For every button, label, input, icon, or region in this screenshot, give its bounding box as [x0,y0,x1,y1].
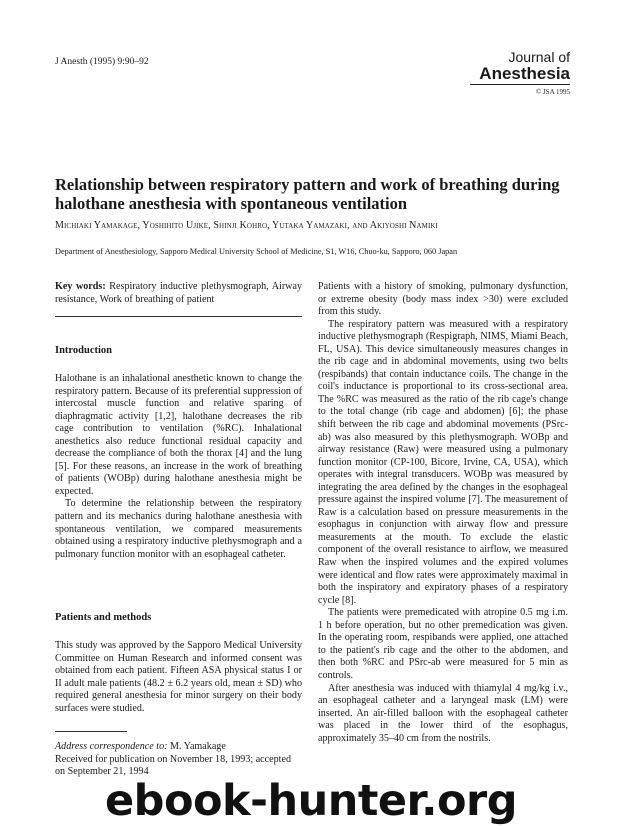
methods-section [55,612,302,625]
intro-paragraph-2: To determine the relationship between the respiratory pattern and its mechanics during halothane anesthesia with spontaneous ventilation, we compared measurements obtained using a respiratory inductive plethysmograph and a pulmonary function monitor with an esophageal catheter. [55,498,302,560]
right-paragraph-2: The patients were premedicated with atropine 0.5 mg i.m. 1 h before operation, but no other premedication was given. In the operating room, respibands were applied, one attached to the patient's rib cage and the other to the abdomen, and then both %RC and PSrc-ab were measured for 5 min as controls. [318,607,568,681]
journal-logo-line2: Anesthesia [479,64,570,83]
intro-heading: Introduction [55,345,112,356]
affiliation: Department of Anesthesiology, Sapporo Medical University School of Medicine, S1, W16, Chuo-ku, Sapporo, 060 Japan [55,247,458,256]
keywords-divider [55,316,302,317]
intro-body [55,373,302,561]
footnote [55,741,302,779]
watermark: ebook-hunter.org [105,776,517,826]
methods-heading: Patients and methods [55,612,152,623]
intro-section [55,345,302,358]
correspondence-name: M. Yamakage [170,741,226,752]
journal-logo-rule [470,84,570,85]
author-list: Michiaki Yamakage, Yoshihito Ujike, Shinji Kohro, Yutaka Yamazaki, and Akiyoshi Namiki [55,220,438,231]
article-title: Relationship between respiratory pattern and work of breathing during halothane anesthesia with spontaneous ventilation [55,175,560,213]
journal-citation: J Anesth (1995) 9:90–92 [55,57,149,67]
journal-logo [470,50,570,96]
right-column [318,281,568,745]
correspondence-label: Address correspondence to: [55,741,168,752]
copyright-notice: © JSA 1995 [535,88,570,96]
right-paragraph-0: Patients with a history of smoking, pulmonary dysfunction, or extreme obesity (body mass index >30) were excluded from this study. [318,281,568,318]
keywords-text: Respiratory inductive plethysmograph, Airway resistance, Work of breathing of patient [55,281,303,305]
footnote-divider [55,731,127,732]
keywords-block [55,281,302,306]
right-paragraph-3: After anesthesia was induced with thiamylal 4 mg/kg i.v., an esophageal catheter and a laryngeal mask (LM) were inserted. An air-filled balloon with the esophageal catheter was placed in the lower third of the esophagus, approximately 35–40 cm from the nostrils. [318,682,568,744]
right-paragraph-1: The respiratory pattern was measured with a respiratory inductive plethysmograph (Respigraph, NIMS, Miami Beach, FL, USA). This device simultaneously measures changes in the rib cage and in abdominal movements, using two belts (respibands) that contain inductance coils. The change in the coil's inductance is proportional to its cross-sectional area. The %RC was measured as the ratio of the rib cage's change to the total change (rib cage and abdomen) [6]; the phase shift between the rib cage and abdominal movements (PSrc-ab) was also measured by this plethysmograph. WOBp and airway resistance (Raw) were measured using a pulmonary function monitor (CP-100, Bicore, Irvine, CA, USA), which operates with integral transducers. WOBp was measured by integrating the area defined by the changes in the esophageal pressure against the inspired volume [7]. The measurement of Raw is a calculation based on pressure measurements in the esophagus in conjunction with airway flow and pressure measurements at the mouth. To exclude the elastic component of the overall resistance to airflow, we measured Raw when the inspired volumes and the expired volumes were identical and flow rates were approximately maximal in both the inspiratory and expiratory phases of a respiratory cycle [8]. [318,318,568,606]
received-dates: Received for publication on November 18, 1993; accepted on September 21, 1994 [55,753,292,778]
journal-logo-line1: Journal of [508,49,570,65]
methods-paragraph-1: This study was approved by the Sapporo Medical University Committee on Human Research and informed consent was obtained from each patient. Fifteen ASA physical status I or II adult male patients (48.2 ± 6.2 years old, mean ± SD) who required general anesthesia for minor surgery on their body surfaces were studied. [55,640,302,714]
intro-paragraph-1: Halothane is an inhalational anesthetic known to change the respiratory pattern. Because of its preferential suppression of intercostal muscle function and relative sparing of diaphragmatic activity [1,2], halothane decreases the rib cage contribution to ventilation (%RC). Inhalational anesthetics also reduce functional residual capacity and decrease the compliance of both the thorax [4] and the lung [5]. For these reasons, an increase in the work of breathing of patients (WOBp) during halothane anesthesia might be expected. [55,373,302,497]
methods-body [55,640,302,715]
keywords-label: Key words: [55,281,106,292]
